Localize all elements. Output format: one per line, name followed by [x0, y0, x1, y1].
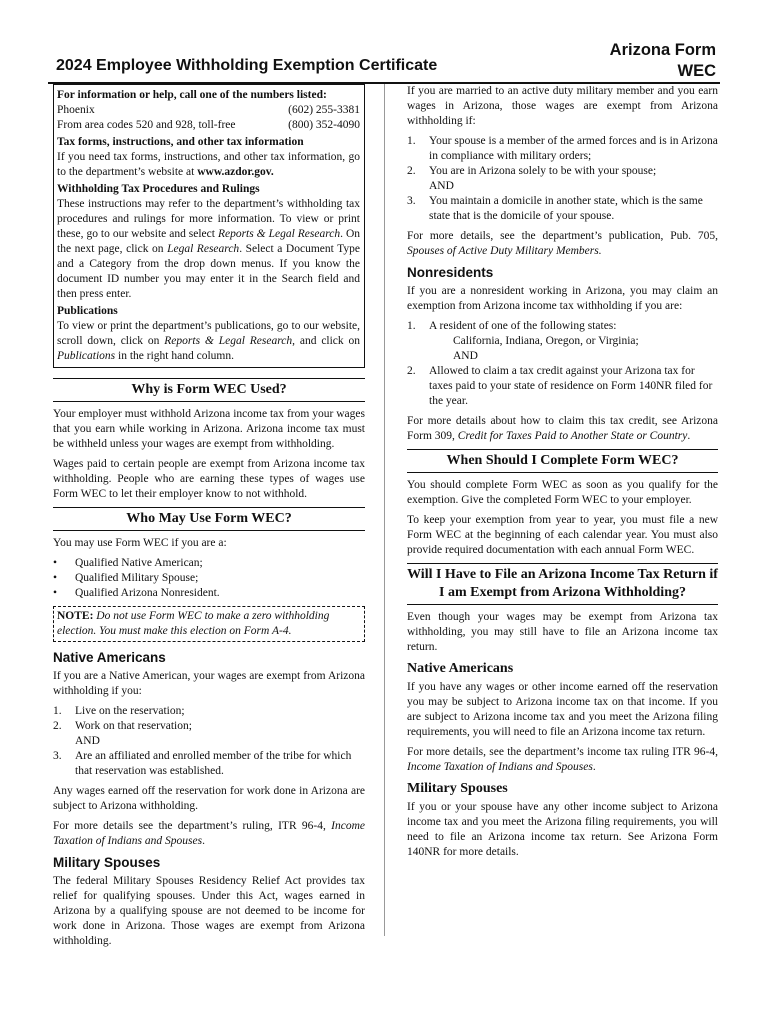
list-item: 3. You maintain a domicile in another state, which is the same state that is the domicile of your spouse.: [407, 195, 703, 222]
itr-title: Income Taxation of Indians and Spouses: [53, 820, 365, 847]
military-intro: If you are married to an active duty military member and you earn wages in Arizona, those wages are exempt from Arizona withholding if:: [407, 85, 718, 127]
list-item: 1. A resident of one of the following states:: [407, 320, 617, 332]
native-intro: If you are a Native American, your wages are exempt from Arizona withholding if you:: [53, 670, 365, 697]
military-paragraph-right: If you or your spouse have any other income subject to Arizona income tax and you meet the Arizona filing requirements, you will need to file an Arizona income tax return. See Arizona Form 140NR for more details.: [407, 801, 718, 858]
itr-title-2: Income Taxation of Indians and Spouses: [407, 761, 593, 773]
nonresidents-heading: Nonresidents: [407, 265, 494, 280]
list-item: 2. Work on that reservation;: [53, 720, 192, 732]
tax-forms-heading: Tax forms, instructions, and other tax information: [57, 136, 304, 148]
page-title: 2024 Employee Withholding Exemption Certificate: [56, 57, 438, 74]
who-intro: You may use Form WEC if you are a:: [53, 537, 227, 549]
native-americans-heading: Native Americans: [53, 650, 166, 665]
area-code-label: From area codes 520 and 928, toll-free: [57, 119, 236, 131]
native-americans-heading-2: Native Americans: [407, 661, 514, 676]
nonres-list: [407, 319, 718, 409]
right-column: [407, 84, 718, 865]
list-item: 1. Live on the reservation;: [53, 705, 185, 717]
native-list: [53, 704, 365, 779]
military-spouses-heading-2: Military Spouses: [407, 781, 508, 796]
note-box: [53, 606, 365, 642]
area-code-number: (800) 352-4090: [288, 119, 360, 131]
pub-705-title: Spouses of Active Duty Military Members.: [407, 245, 602, 257]
file-return-paragraph: Even though your wages may be exempt from Arizona tax withholding, you may still have to file an Arizona income tax return.: [407, 611, 718, 653]
reports-legal-research-link-2[interactable]: Reports & Legal Research: [164, 335, 293, 347]
military-spouses-heading: Military Spouses: [53, 855, 161, 870]
phoenix-label: Phoenix: [57, 104, 95, 116]
and-line: AND: [75, 735, 100, 747]
info-box: [53, 84, 365, 368]
states-line: California, Indiana, Oregon, or Virginia;: [453, 335, 639, 347]
who-list: [53, 556, 365, 601]
list-item: 3. Are an affiliated and enrolled member of the tribe for which that reservation was established.: [53, 750, 352, 777]
military-list: [407, 134, 718, 224]
phoenix-number: (602) 255-3381: [288, 104, 360, 116]
procedures-heading: Withholding Tax Procedures and Rulings: [57, 183, 260, 195]
military-details: For more details, see the department’s publication, Pub. 705, Spouses of Active Duty Military Members.: [407, 230, 718, 257]
and-line: AND: [429, 180, 454, 192]
why-paragraph-1: Your employer must withhold Arizona income tax from your wages that you earn while working in Arizona. Arizona income tax must be withheld unless your wages are exempt from withholding.: [53, 408, 365, 450]
nonres-intro: If you are a nonresident working in Arizona, you may claim an exemption from Arizona income tax withholding if you are:: [407, 285, 718, 312]
why-heading: Why is Form WEC Used?: [53, 378, 365, 402]
list-item: • Qualified Native American;: [53, 557, 203, 569]
native-paragraph-right-1: If you have any wages or other income earned off the reservation you may be subject to Arizona income tax on that income. If you are subject to Arizona income tax and you meet the Arizona filing requirements, you will need to file an Arizona income tax return.: [407, 681, 718, 738]
list-item: 2. Allowed to claim a tax credit against your Arizona tax for taxes paid to your state of residence on Form 140NR filed for the year.: [407, 365, 713, 407]
list-item: 1. Your spouse is a member of the armed forces and is in Arizona in compliance with military orders;: [407, 135, 718, 162]
when-heading: When Should I Complete Form WEC?: [407, 449, 718, 473]
list-item: • Qualified Military Spouse;: [53, 572, 199, 584]
procedures-text: These instructions may refer to the department’s withholding tax procedures and rulings for more information. To view or print these, go to our website and select Reports & Legal Research. On the next page, click on Legal Research. Select a Document Type and a Category from the drop down menus. If you know the document ID number you may enter it in the Search field and then press enter.: [57, 198, 361, 300]
file-return-heading: Will I Have to File an Arizona Income Tax Return if I am Exempt from Arizona Withholding?: [407, 563, 718, 605]
when-paragraph-1: You should complete Form WEC as soon as you qualify for the exemption. Give the completed Form WEC to your employer.: [407, 479, 718, 506]
legal-research-link[interactable]: Legal Research: [167, 243, 240, 255]
info-heading: For information or help, call one of the numbers listed:: [57, 89, 327, 101]
website-link[interactable]: www.azdor.gov.: [197, 166, 274, 178]
tax-forms-text: If you need tax forms, instructions, and other tax information, go to the department’s website at www.azdor.gov.: [57, 151, 360, 178]
note-label: NOTE:: [57, 610, 94, 622]
when-paragraph-2: To keep your exemption from year to year, you must file a new Form WEC at the beginning of each calendar year. You must also provide required documentation with each annual Form WEC.: [407, 514, 718, 556]
form-name: [570, 40, 716, 82]
left-column: [53, 84, 365, 954]
form-name-line2: WEC: [677, 62, 716, 80]
native-paragraph-3: For more details see the department’s ruling, ITR 96-4, Income Taxation of Indians and Spouses.: [53, 820, 365, 847]
phoenix-row: [57, 103, 360, 118]
form-name-line1: Arizona Form: [609, 41, 716, 59]
nonres-details: For more details about how to claim this tax credit, see Arizona Form 309, Credit for Taxes Paid to Another State or Country.: [407, 415, 718, 442]
military-paragraph: The federal Military Spouses Residency Relief Act provides tax relief for qualifying spouses. Under this Act, wages earned in Arizona by a qualifying spouse are not deemed to be income for work done in Arizona. Those wages are exempt from Arizona withholding.: [53, 875, 365, 947]
area-code-row: [57, 118, 360, 133]
native-paragraph-right-2: For more details, see the department’s income tax ruling ITR 96-4, Income Taxation of Indians and Spouses.: [407, 746, 718, 773]
list-item: 2. You are in Arizona solely to be with your spouse;: [407, 165, 657, 177]
form-309-title: Credit for Taxes Paid to Another State or Country: [457, 430, 688, 442]
native-paragraph-2: Any wages earned off the reservation for work done in Arizona are subject to Arizona withholding.: [53, 785, 365, 812]
reports-legal-research-link[interactable]: Reports & Legal Research: [217, 228, 341, 240]
publications-text: To view or print the department’s publications, go to our website, scroll down, click on Reports & Legal Research, and click on Publications in the right hand column.: [57, 320, 361, 362]
publications-heading: Publications: [57, 305, 118, 317]
publications-link[interactable]: Publications: [57, 350, 116, 362]
column-divider: [384, 84, 385, 936]
list-item: • Qualified Arizona Nonresident.: [53, 587, 220, 599]
why-paragraph-2: Wages paid to certain people are exempt from Arizona income tax withholding. People who are earning these types of wages use Form WEC to let their employer know to not withhold.: [53, 458, 365, 500]
note-text: Do not use Form WEC to make a zero withholding election. You must make this election on Form A-4.: [57, 610, 330, 637]
who-heading: Who May Use Form WEC?: [53, 507, 365, 531]
and-line: AND: [453, 350, 478, 362]
